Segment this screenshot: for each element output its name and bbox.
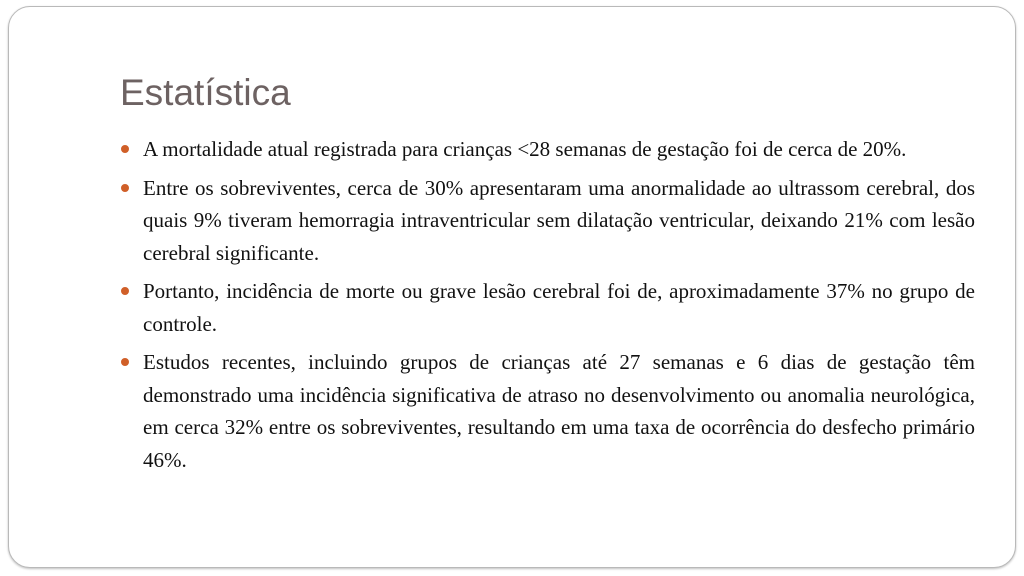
bullet-text: Estudos recentes, incluindo grupos de crianças até 27 semanas e 6 dias de gestação têm demonstrado uma incidência significativa de atraso no desenvolvimento ou anomalia neurológica, em cerca 32% entre os sobreviventes, resultando em uma taxa de ocorrência do desfecho primário 46%.	[143, 350, 975, 472]
bullet-item	[120, 172, 975, 270]
bullet-list	[120, 133, 975, 482]
bullet-dot-icon	[121, 184, 129, 192]
bullet-item	[120, 346, 975, 476]
bullet-dot-icon	[121, 145, 129, 153]
slide-frame	[8, 6, 1016, 568]
bullet-text: Entre os sobreviventes, cerca de 30% apresentaram uma anormalidade ao ultrassom cerebral, dos quais 9% tiveram hemorragia intraventricular sem dilatação ventricular, deixando 21% com lesão cerebral significante.	[143, 175, 975, 265]
bullet-text: A mortalidade atual registrada para crianças <28 semanas de gestação foi de cerca de 20%.	[143, 137, 907, 161]
bullet-dot-icon	[121, 287, 129, 295]
slide-title: Estatística	[120, 72, 291, 113]
bullet-dot-icon	[121, 358, 129, 366]
bullet-item	[120, 275, 975, 340]
bullet-text: Portanto, incidência de morte ou grave lesão cerebral foi de, aproximadamente 37% no grupo de controle.	[143, 279, 975, 336]
bullet-item	[120, 133, 975, 166]
